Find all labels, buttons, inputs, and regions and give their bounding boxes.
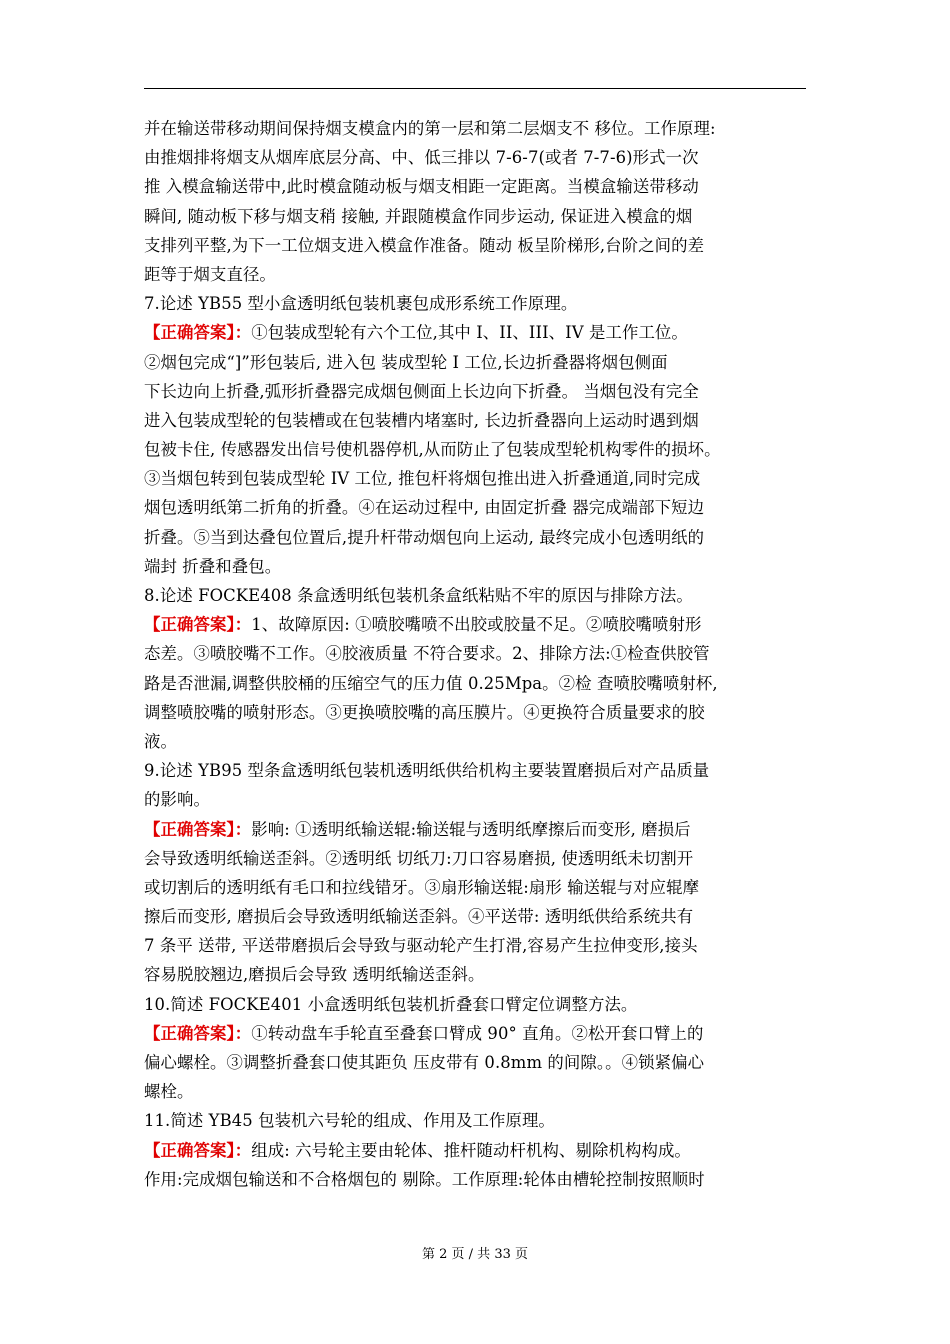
line-text: 下长边向上折叠,弧形折叠器完成烟包侧面上长边向下折叠。 当烟包没有完全	[144, 381, 699, 401]
text-line	[144, 727, 808, 756]
line-text: 1、故障原因: ①喷胶嘴喷不出胶或胶量不足。②喷胶嘴喷射形	[251, 615, 702, 635]
line-text: ①包装成型轮有六个工位,其中 I、II、III、IV 是工作工位。	[251, 323, 688, 343]
line-text: 容易脱胶翘边,磨损后会导致 透明纸输送歪斜。	[144, 965, 485, 985]
line-text: 会导致透明纸输送歪斜。②透明纸 切纸刀:刀口容易磨损, 使透明纸未切割开	[144, 848, 694, 868]
line-text: 进入包装成型轮的包装槽或在包装槽内堵塞时, 长边折叠器向上运动时遇到烟	[144, 410, 699, 430]
line-text: 支排列平整,为下一工位烟支进入模盒作准备。随动 板呈阶梯形,台阶之间的差	[144, 235, 705, 255]
text-line	[144, 756, 808, 785]
answer-label: 【正确答案】：	[144, 615, 252, 635]
text-line	[144, 960, 808, 989]
line-text: ①转动盘车手轮直至叠套口臂成 90° 直角。②松开套口臂上的	[251, 1023, 704, 1043]
text-line	[144, 610, 808, 639]
text-line	[144, 523, 808, 552]
text-line	[144, 990, 808, 1019]
text-line	[144, 902, 808, 931]
header-rule	[144, 88, 806, 89]
text-line	[144, 464, 808, 493]
page-footer	[0, 1246, 950, 1264]
text-line	[144, 931, 808, 960]
line-text: 组成: 六号轮主要由轮体、推杆随动杆机构、剔除机构构成。	[251, 1140, 691, 1160]
line-text: 10.简述 FOCKE401 小盒透明纸包装机折叠套口臂定位调整方法。	[144, 994, 638, 1014]
line-text: 烟包透明纸第二折角的折叠。④在运动过程中, 由固定折叠 器完成端部下短边	[144, 498, 705, 518]
page-number: 第 2 页 / 共 33 页	[422, 1247, 528, 1262]
answer-label: 【正确答案】：	[144, 1140, 252, 1160]
answer-label: 【正确答案】：	[144, 1023, 252, 1043]
text-line	[144, 172, 808, 201]
text-line	[144, 1048, 808, 1077]
answer-label: 【正确答案】：	[144, 819, 252, 839]
line-text: 调整喷胶嘴的喷射形态。③更换喷胶嘴的高压膜片。④更换符合质量要求的胶	[144, 702, 705, 722]
text-line	[144, 348, 808, 377]
line-text: 路是否泄漏,调整供胶桶的压缩空气的压力值 0.25Mpa。②检 查喷胶嘴喷射杯,	[144, 673, 718, 693]
line-text: 距等于烟支直径。	[144, 264, 276, 284]
text-line	[144, 844, 808, 873]
document-body	[144, 114, 808, 1194]
line-text: 的影响。	[144, 790, 210, 810]
text-line	[144, 260, 808, 289]
line-text: 由推烟排将烟支从烟库底层分高、中、低三排以 7-6-7(或者 7-7-6)形式一次	[144, 148, 699, 168]
line-text: 包被卡住, 传感器发出信号使机器停机,从而防止了包装成型轮机构零件的损坏。	[144, 440, 721, 460]
line-text: 7.论述 YB55 型小盒透明纸包装机裹包成形系统工作原理。	[144, 294, 578, 314]
line-text: 8.论述 FOCKE408 条盒透明纸包装机条盒纸粘贴不牢的原因与排除方法。	[144, 586, 693, 605]
text-line	[144, 639, 808, 668]
line-text: ③当烟包转到包装成型轮 IV 工位, 推包杆将烟包推出进入折叠通道,同时完成	[144, 469, 701, 489]
text-line	[144, 406, 808, 435]
text-line	[144, 1077, 808, 1106]
line-text: ②烟包完成“]”形包装后, 进入包 装成型轮 I 工位,长边折叠器将烟包侧面	[144, 352, 668, 372]
line-text: 影响: ①透明纸输送辊:输送辊与透明纸摩擦后而变形, 磨损后	[251, 819, 691, 839]
text-line	[144, 1106, 808, 1135]
line-text: 瞬间, 随动板下移与烟支稍 接触, 并跟随模盒作同步运动, 保证进入模盒的烟	[144, 206, 693, 226]
line-text: 液。	[144, 731, 177, 751]
line-text: 11.简述 YB45 包装机六号轮的组成、作用及工作原理。	[144, 1111, 555, 1131]
text-line	[144, 289, 808, 318]
line-text: 折叠。⑤当到达叠包位置后,提升杆带动烟包向上运动, 最终完成小包透明纸的	[144, 527, 705, 547]
text-line	[144, 1165, 808, 1194]
text-line	[144, 785, 808, 814]
text-line	[144, 231, 808, 260]
line-text: 7 条平 送带, 平送带磨损后会导致与驱动轮产生打滑,容易产生拉伸变形,接头	[144, 936, 698, 956]
text-line	[144, 1136, 808, 1165]
answer-label: 【正确答案】：	[144, 323, 252, 343]
line-text: 并在输送带移动期间保持烟支模盒内的第一层和第二层烟支不 移位。工作原理:	[144, 119, 716, 138]
text-line	[144, 435, 808, 464]
line-text: 态差。③喷胶嘴不工作。④胶液质量 不符合要求。2、排除方法:①检查供胶管	[144, 644, 710, 664]
line-text: 9.论述 YB95 型条盒透明纸包装机透明纸供给机构主要装置磨损后对产品质量	[144, 761, 710, 781]
text-line	[144, 698, 808, 727]
text-line	[144, 202, 808, 231]
text-line	[144, 318, 808, 347]
text-line	[144, 669, 808, 698]
line-text: 螺栓。	[144, 1082, 194, 1102]
text-line	[144, 377, 808, 406]
text-line	[144, 815, 808, 844]
text-line	[144, 581, 808, 610]
text-line	[144, 552, 808, 581]
line-text: 推 入模盒输送带中,此时模盒随动板与烟支相距一定距离。当模盒输送带移动	[144, 177, 699, 197]
text-line	[144, 114, 808, 143]
line-text: 端封 折叠和叠包。	[144, 556, 282, 576]
line-text: 作用:完成烟包输送和不合格烟包的 剔除。工作原理:轮体由槽轮控制按照顺时	[144, 1169, 705, 1189]
line-text: 或切割后的透明纸有毛口和拉线错牙。③扇形输送辊:扇形 输送辊与对应辊摩	[144, 877, 700, 897]
line-text: 擦后而变形, 磨损后会导致透明纸输送歪斜。④平送带: 透明纸供给系统共有	[144, 907, 694, 927]
text-line	[144, 143, 808, 172]
line-text: 偏心螺栓。③调整折叠套口使其距负 压皮带有 0.8mm 的间隙。。④锁紧偏心	[144, 1053, 705, 1072]
text-line	[144, 1019, 808, 1048]
text-line	[144, 873, 808, 902]
text-line	[144, 493, 808, 522]
